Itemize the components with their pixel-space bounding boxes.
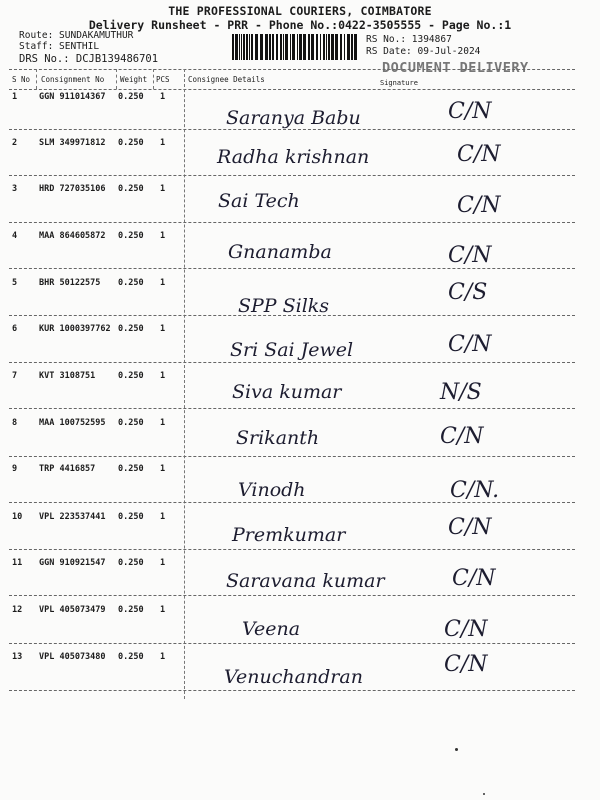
row-pcs: 1 <box>160 231 166 241</box>
row-consignment-no: MAA 100752595 <box>39 418 106 428</box>
row-divider <box>9 175 575 176</box>
row-consignee-handwritten: Vinodh <box>238 479 306 501</box>
row-sno: 3 <box>12 184 18 194</box>
rs-date: RS Date: 09-Jul-2024 <box>366 46 481 57</box>
row-sno: 11 <box>12 558 23 568</box>
row-consignment-no: SLM 349971812 <box>39 138 106 148</box>
row-consignee-handwritten: Premkumar <box>232 524 346 546</box>
row-divider <box>9 643 575 644</box>
row-consignment-no: HRD 727035106 <box>39 184 106 194</box>
row-weight: 0.250 <box>118 138 144 148</box>
row-sno: 13 <box>12 652 23 662</box>
row-consignment-no: VPL 223537441 <box>39 512 106 522</box>
row-sno: 5 <box>12 278 18 288</box>
row-weight: 0.250 <box>118 231 144 241</box>
row-weight: 0.250 <box>118 278 144 288</box>
row-pcs: 1 <box>160 558 166 568</box>
row-pcs: 1 <box>160 324 166 334</box>
row-pcs: 1 <box>160 464 166 474</box>
row-consignment-no: VPL 405073479 <box>39 605 106 615</box>
document-delivery-stamp: DOCUMENT DELIVERY <box>382 60 529 76</box>
row-divider <box>9 549 575 550</box>
row-signature-handwritten: C/N <box>457 142 501 167</box>
row-pcs: 1 <box>160 512 166 522</box>
row-sno: 12 <box>12 605 23 615</box>
row-consignment-no: KUR 1000397762 <box>39 324 111 334</box>
row-consignee-handwritten: Srikanth <box>236 427 320 449</box>
row-divider <box>9 456 575 457</box>
row-weight: 0.250 <box>118 605 144 615</box>
row-signature-handwritten: N/S <box>440 380 482 405</box>
row-pcs: 1 <box>160 418 166 428</box>
row-divider <box>9 315 575 316</box>
row-consignment-no: KVT 3108751 <box>39 371 96 381</box>
row-signature-handwritten: C/N <box>444 617 488 642</box>
header-signature: Signature <box>380 79 418 87</box>
table-top-border <box>9 69 575 70</box>
document-title: THE PROFESSIONAL COURIERS, COIMBATORE <box>168 4 432 18</box>
row-consignee-handwritten: Radha krishnan <box>217 146 370 168</box>
rs-number: RS No.: 1394867 <box>366 34 452 45</box>
row-signature-handwritten: C/N. <box>450 478 500 503</box>
row-consignee-handwritten: Sri Sai Jewel <box>230 339 354 361</box>
row-consignment-no: TRP 4416857 <box>39 464 96 474</box>
row-consignee-handwritten: Siva kumar <box>232 381 342 403</box>
row-divider <box>9 502 575 503</box>
row-divider <box>9 595 575 596</box>
row-signature-handwritten: C/N <box>457 193 501 218</box>
table-header-border <box>9 89 575 90</box>
header-sno: S No <box>12 75 31 84</box>
row-divider <box>9 690 575 691</box>
header-weight: Weight <box>120 75 148 84</box>
header-consignment: Consignment No <box>41 75 105 84</box>
row-consignment-no: MAA 864605872 <box>39 231 106 241</box>
row-weight: 0.250 <box>118 558 144 568</box>
row-pcs: 1 <box>160 652 166 662</box>
row-pcs: 1 <box>160 371 166 381</box>
row-pcs: 1 <box>160 184 166 194</box>
row-divider <box>9 408 575 409</box>
row-divider <box>9 362 575 363</box>
row-weight: 0.250 <box>118 184 144 194</box>
drs-number: DRS No.: DCJB139486701 <box>19 53 159 65</box>
row-consignee-handwritten: Saravana kumar <box>226 570 385 592</box>
row-pcs: 1 <box>160 605 166 615</box>
row-signature-handwritten: C/N <box>448 332 492 357</box>
row-sno: 9 <box>12 464 18 474</box>
row-weight: 0.250 <box>118 92 144 102</box>
row-weight: 0.250 <box>118 652 144 662</box>
row-consignee-handwritten: SPP Silks <box>238 295 330 317</box>
row-divider <box>9 222 575 223</box>
row-sno: 10 <box>12 512 23 522</box>
row-signature-handwritten: C/N <box>452 566 496 591</box>
row-divider <box>9 268 575 269</box>
row-consignment-no: GGN 911014367 <box>39 92 106 102</box>
ink-speck <box>455 748 458 751</box>
row-consignment-no: VPL 405073480 <box>39 652 106 662</box>
row-weight: 0.250 <box>118 371 144 381</box>
row-weight: 0.250 <box>118 464 144 474</box>
staff-label: Staff: SENTHIL <box>19 41 100 52</box>
row-divider <box>9 129 575 130</box>
header-pcs: PCS <box>156 75 170 84</box>
row-weight: 0.250 <box>118 324 144 334</box>
row-signature-handwritten: C/N <box>448 243 492 268</box>
row-pcs: 1 <box>160 278 166 288</box>
row-consignee-handwritten: Gnanamba <box>228 241 332 263</box>
row-consignment-no: GGN 910921547 <box>39 558 106 568</box>
row-signature-handwritten: C/N <box>444 652 488 677</box>
row-sno: 8 <box>12 418 18 428</box>
row-sno: 2 <box>12 138 18 148</box>
row-consignee-handwritten: Veena <box>242 618 301 640</box>
row-consignment-no: BHR 50122575 <box>39 278 101 288</box>
row-pcs: 1 <box>160 138 166 148</box>
row-sno: 1 <box>12 92 18 102</box>
row-consignee-handwritten: Sai Tech <box>218 190 300 212</box>
column-divider <box>153 69 154 89</box>
row-weight: 0.250 <box>118 418 144 428</box>
row-sno: 7 <box>12 371 18 381</box>
row-signature-handwritten: C/S <box>448 280 488 305</box>
ink-speck <box>483 793 485 795</box>
column-divider <box>36 69 37 89</box>
row-pcs: 1 <box>160 92 166 102</box>
row-signature-handwritten: C/N <box>440 424 484 449</box>
row-signature-handwritten: C/N <box>448 515 492 540</box>
row-weight: 0.250 <box>118 512 144 522</box>
document-subtitle: Delivery Runsheet - PRR - Phone No.:0422-3505555 - Page No.:1 <box>88 18 512 32</box>
route-label: Route: SUNDAKAMUTHUR <box>19 30 134 41</box>
row-consignee-handwritten: Venuchandran <box>224 666 363 688</box>
barcode-image <box>232 34 359 60</box>
column-divider <box>116 69 117 89</box>
row-sno: 6 <box>12 324 18 334</box>
row-sno: 4 <box>12 231 18 241</box>
header-consignee: Consignee Details <box>188 75 265 84</box>
row-consignee-handwritten: Saranya Babu <box>226 107 361 129</box>
row-signature-handwritten: C/N <box>448 99 492 124</box>
column-divider <box>184 69 185 699</box>
